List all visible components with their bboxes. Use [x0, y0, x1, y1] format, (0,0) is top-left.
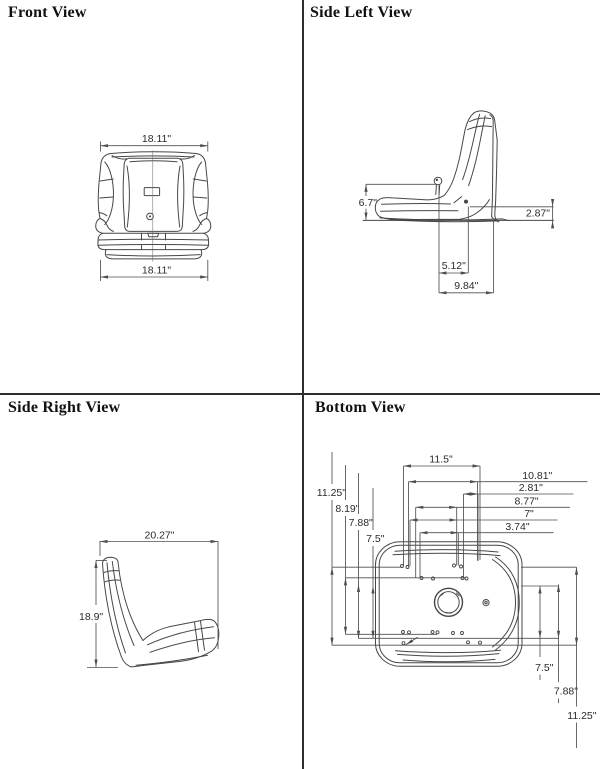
- bottom-view-drawing: [303, 394, 600, 769]
- bottom-view-dimensions: [317, 452, 597, 748]
- bottom-dim-left-4: 7.5": [366, 533, 385, 546]
- bottom-top-width-label: 11.5": [429, 453, 453, 466]
- side-right-view-title: Side Right View: [8, 399, 121, 416]
- bottom-dim-right-2: 2.81": [518, 482, 543, 495]
- side-left-view-drawing: [303, 0, 600, 393]
- side-right-seat-outline: [103, 557, 219, 667]
- sideright-height-label: 18.9": [79, 611, 104, 623]
- bottom-dim-left-1: 11.25": [316, 487, 346, 500]
- front-width-top-label: 18.11": [141, 133, 172, 145]
- front-seat-outline: [96, 151, 211, 262]
- bottom-dim-left-2: 8.19": [335, 503, 360, 516]
- sideleft-height-label: 6.7": [358, 196, 377, 209]
- front-view-drawing: [0, 0, 303, 393]
- front-width-bottom-label: 18.11": [141, 264, 172, 277]
- front-view-title: Front View: [8, 4, 87, 21]
- sideleft-outer-label: 9.84": [454, 280, 479, 292]
- side-left-view-title: Side Left View: [310, 4, 413, 21]
- sideright-depth-label: 20.27": [144, 529, 175, 542]
- bottom-dim-left-3: 7.88": [348, 517, 373, 530]
- sideleft-inner-label: 5.12": [441, 260, 466, 272]
- bottom-dim-right-1: 10.81": [522, 469, 553, 482]
- bottom-view-title: Bottom View: [315, 399, 406, 416]
- side-right-view-drawing: [0, 394, 303, 769]
- bottom-dim-right-5: 3.74": [505, 520, 530, 533]
- side-right-dimensions: [79, 530, 218, 668]
- bottom-dim-right-3: 8.77": [514, 495, 539, 508]
- side-left-seat-outline: [363, 111, 554, 222]
- bottom-seat-outline: [376, 542, 523, 667]
- mounting-holes: [401, 564, 482, 645]
- sideleft-rear-label: 2.87": [525, 207, 550, 220]
- bottom-dim-right-4: 7": [524, 508, 534, 521]
- bottom-dim-bottomright-1: 7.5": [535, 661, 554, 674]
- bottom-dim-bottomright-3: 11.25": [567, 710, 597, 722]
- bottom-dim-bottomright-2: 7.88": [553, 685, 578, 698]
